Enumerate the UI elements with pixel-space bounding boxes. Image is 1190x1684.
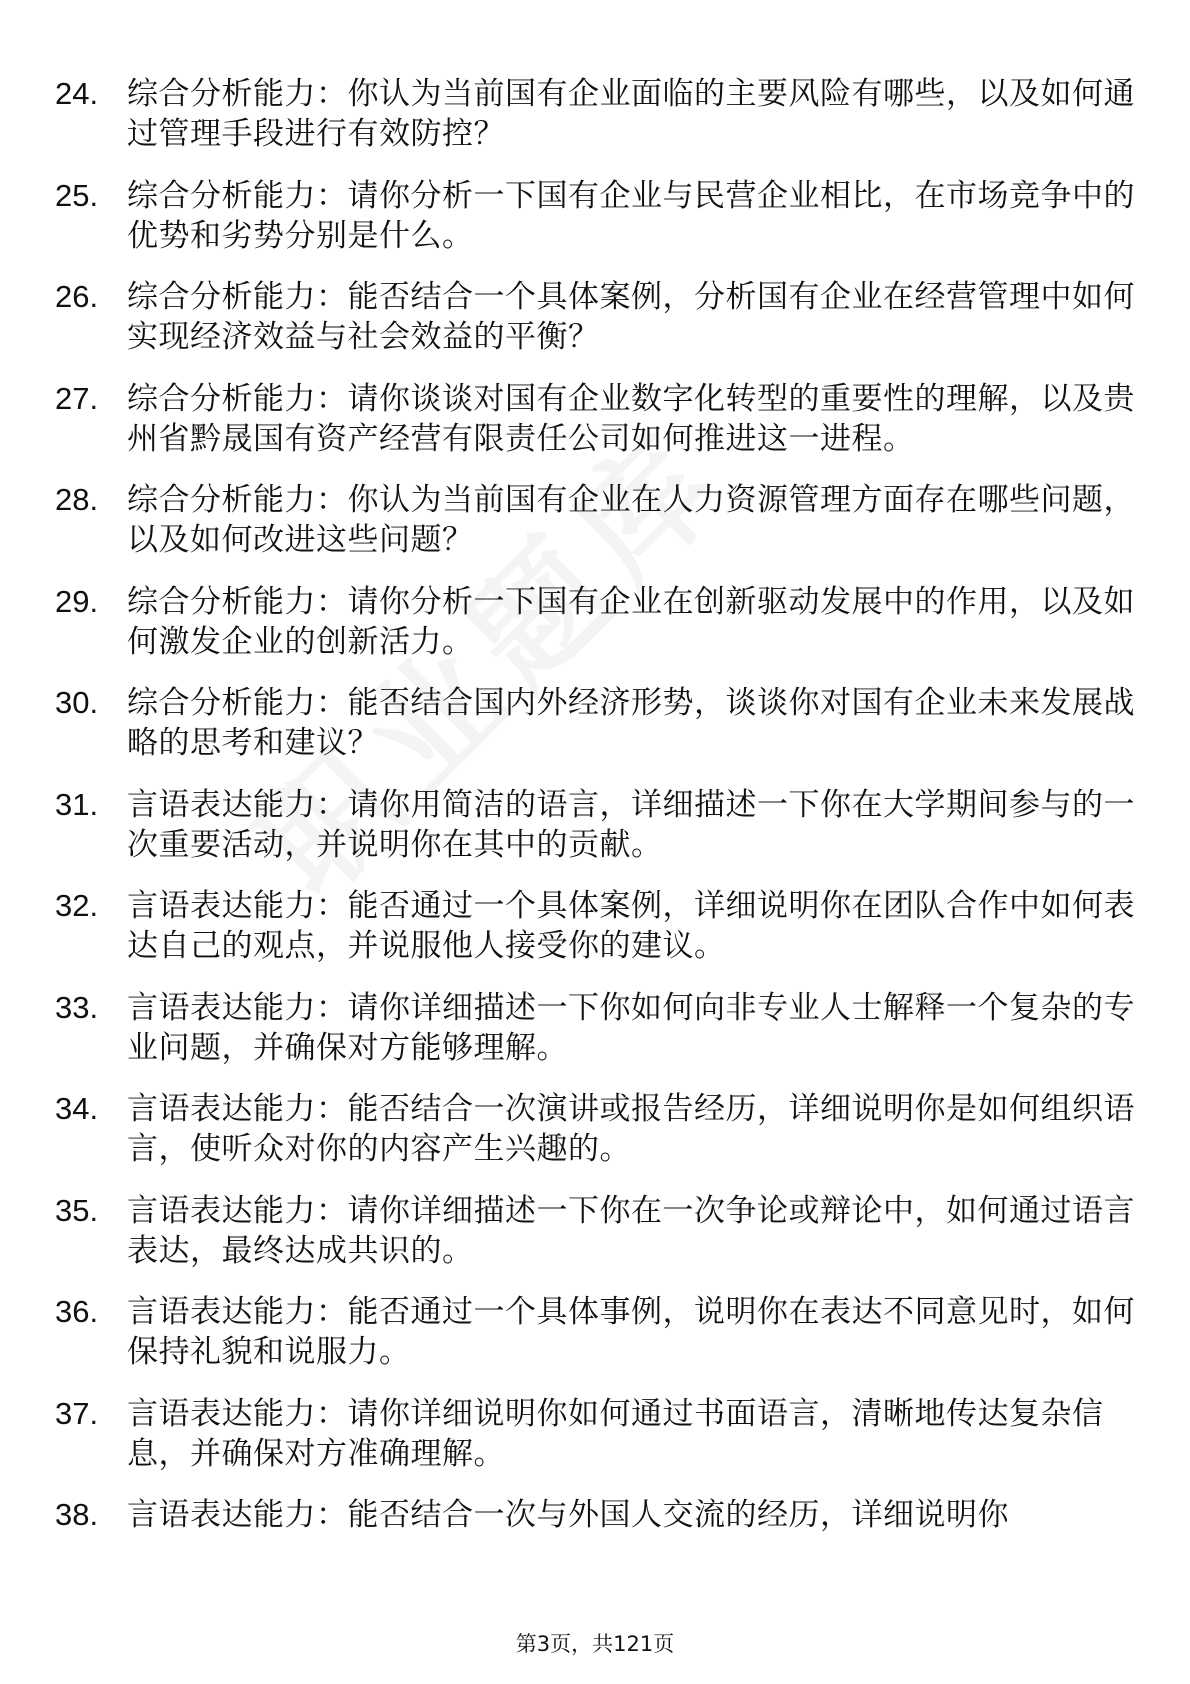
question-number: 38.	[55, 1497, 99, 1532]
question-text: 综合分析能力：能否结合一个具体案例，分析国有企业在经营管理中如何实现经济效益与社会效益的平衡？	[127, 279, 1135, 355]
question-number: 28.	[55, 482, 99, 517]
question-item	[55, 785, 1135, 865]
question-text: 综合分析能力：请你分析一下国有企业与民营企业相比，在市场竞争中的优势和劣势分别是什么。	[127, 177, 1135, 254]
question-item	[55, 988, 1135, 1068]
question-item	[55, 582, 1135, 662]
question-number: 34.	[55, 1091, 99, 1126]
question-text: 综合分析能力：请你谈谈对国有企业数字化转型的重要性的理解，以及贵州省黔晟国有资产经营有限责任公司如何推进这一进程。	[127, 380, 1135, 457]
question-item	[55, 176, 1135, 256]
question-text: 综合分析能力：你认为当前国有企业在人力资源管理方面存在哪些问题，以及如何改进这些问题？	[127, 482, 1135, 558]
question-text: 综合分析能力：请你分析一下国有企业在创新驱动发展中的作用，以及如何激发企业的创新活力。	[127, 583, 1135, 660]
question-text: 言语表达能力：请你详细描述一下你在一次争论或辩论中，如何通过语言表达，最终达成共识的。	[127, 1192, 1135, 1269]
question-number: 29.	[55, 583, 99, 619]
question-number: 32.	[55, 888, 99, 923]
question-number: 33.	[55, 989, 99, 1025]
page-footer: 第3页，共121页	[515, 1632, 675, 1656]
question-text: 综合分析能力：能否结合国内外经济形势，谈谈你对国有企业未来发展战略的思考和建议？	[127, 685, 1135, 761]
question-number: 25.	[55, 177, 99, 213]
question-number: 36.	[55, 1294, 99, 1329]
question-item	[55, 1292, 1135, 1372]
question-item	[55, 74, 1135, 154]
question-number: 37.	[55, 1395, 99, 1431]
question-number: 30.	[55, 685, 99, 720]
question-text: 言语表达能力：能否通过一个具体事例，说明你在表达不同意见时，如何保持礼貌和说服力。	[127, 1294, 1135, 1370]
question-item	[55, 886, 1135, 966]
question-text: 言语表达能力：能否通过一个具体案例，详细说明你在团队合作中如何表达自己的观点，并说服他人接受你的建议。	[127, 888, 1135, 964]
question-text: 言语表达能力：能否结合一次演讲或报告经历，详细说明你是如何组织语言，使听众对你的内容产生兴趣的。	[127, 1091, 1135, 1167]
question-item	[55, 1191, 1135, 1271]
question-item	[55, 1089, 1135, 1169]
question-list	[55, 74, 1135, 1557]
question-number: 35.	[55, 1192, 99, 1228]
question-text: 综合分析能力：你认为当前国有企业面临的主要风险有哪些，以及如何通过管理手段进行有效防控？	[127, 76, 1135, 152]
question-number: 31.	[55, 786, 99, 822]
question-item	[55, 1495, 1135, 1535]
question-number: 26.	[55, 279, 99, 314]
question-item	[55, 480, 1135, 560]
question-text: 言语表达能力：请你详细描述一下你如何向非专业人士解释一个复杂的专业问题，并确保对方能够理解。	[127, 989, 1135, 1066]
question-number: 27.	[55, 380, 99, 416]
question-text: 言语表达能力：请你用简洁的语言，详细描述一下你在大学期间参与的一次重要活动，并说明你在其中的贡献。	[127, 786, 1135, 863]
question-item	[55, 683, 1135, 763]
question-item	[55, 379, 1135, 459]
question-text: 言语表达能力：请你详细说明你如何通过书面语言，清晰地传达复杂信息，并确保对方准确理解。	[127, 1395, 1104, 1472]
question-item	[55, 1394, 1135, 1474]
question-item	[55, 277, 1135, 357]
question-text: 言语表达能力：能否结合一次与外国人交流的经历，详细说明你	[127, 1497, 1009, 1533]
question-number: 24.	[55, 76, 99, 111]
